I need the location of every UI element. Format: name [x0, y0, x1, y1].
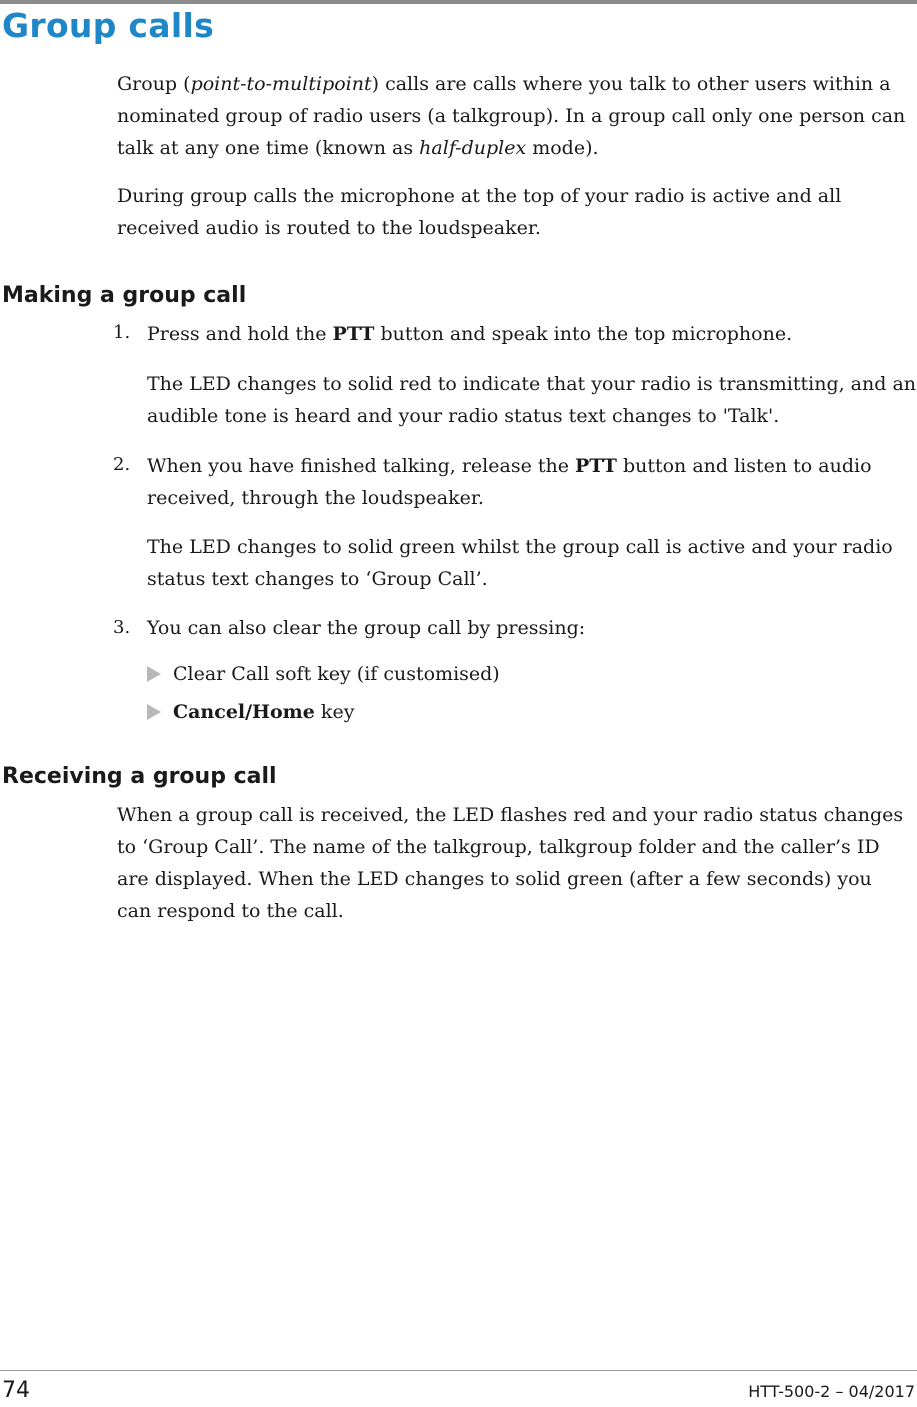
step-2-detail: The LED changes to solid green whilst the group call is active and your radio status text changes to ‘Group Call’. — [147, 536, 893, 590]
receiving-group-call-heading: Receiving a group call — [2, 764, 277, 789]
step-number-2: 2. — [113, 454, 131, 475]
step-number-1: 1. — [113, 322, 131, 343]
making-group-call-heading: Making a group call — [2, 283, 247, 308]
step-number-3: 3. — [113, 617, 131, 638]
intro-emphasis-point-to-multipoint: point-to-multipoint — [190, 73, 372, 95]
page-title: Group calls — [2, 6, 215, 45]
ptt-label: PTT — [332, 323, 375, 345]
step-1-text: Press and hold the PTT button and speak into the top microphone. — [147, 323, 793, 345]
footer-rule — [0, 1370, 917, 1371]
step-3-text: You can also clear the group call by pressing: — [147, 617, 586, 639]
intro-text-c: mode). — [526, 137, 599, 159]
intro-text-b: ) calls are calls where you talk to other users within a nominated group of radio users (a talkgroup). In a group call only one person can talk at any one time (known as — [117, 73, 906, 159]
intro-paragraph-2: During group calls the microphone at the top of your radio is active and all received audio is routed to the loudspeaker. — [117, 185, 842, 239]
bullet-cancel-home: Cancel/Home key — [147, 696, 354, 728]
bullet-clear-call: Clear Call soft key (if customised) — [147, 658, 500, 690]
triangle-bullet-icon — [147, 666, 161, 682]
receiving-paragraph: When a group call is received, the LED flashes red and your radio status changes to ‘Group Call’. The name of the talkgroup, talkgroup folder and the caller’s ID are displayed. When the LED changes to solid green (after a few seconds) you can respond to the call. — [117, 804, 904, 922]
intro-paragraph — [117, 68, 912, 164]
step-1-detail: The LED changes to solid red to indicate that your radio is transmitting, and an audible tone is heard and your radio status text changes to 'Talk'. — [147, 373, 917, 427]
triangle-bullet-icon — [147, 704, 161, 720]
document-reference: HTT-500-2 – 04/2017 — [748, 1382, 915, 1401]
ptt-label: PTT — [575, 455, 617, 477]
step-2-text: When you have finished talking, release the PTT button and listen to audio received, through the loudspeaker. — [147, 455, 872, 509]
intro-emphasis-half-duplex: half-duplex — [419, 137, 527, 159]
page-number: 74 — [2, 1378, 30, 1403]
intro-text-a: Group ( — [117, 73, 191, 95]
top-rule — [0, 0, 917, 4]
